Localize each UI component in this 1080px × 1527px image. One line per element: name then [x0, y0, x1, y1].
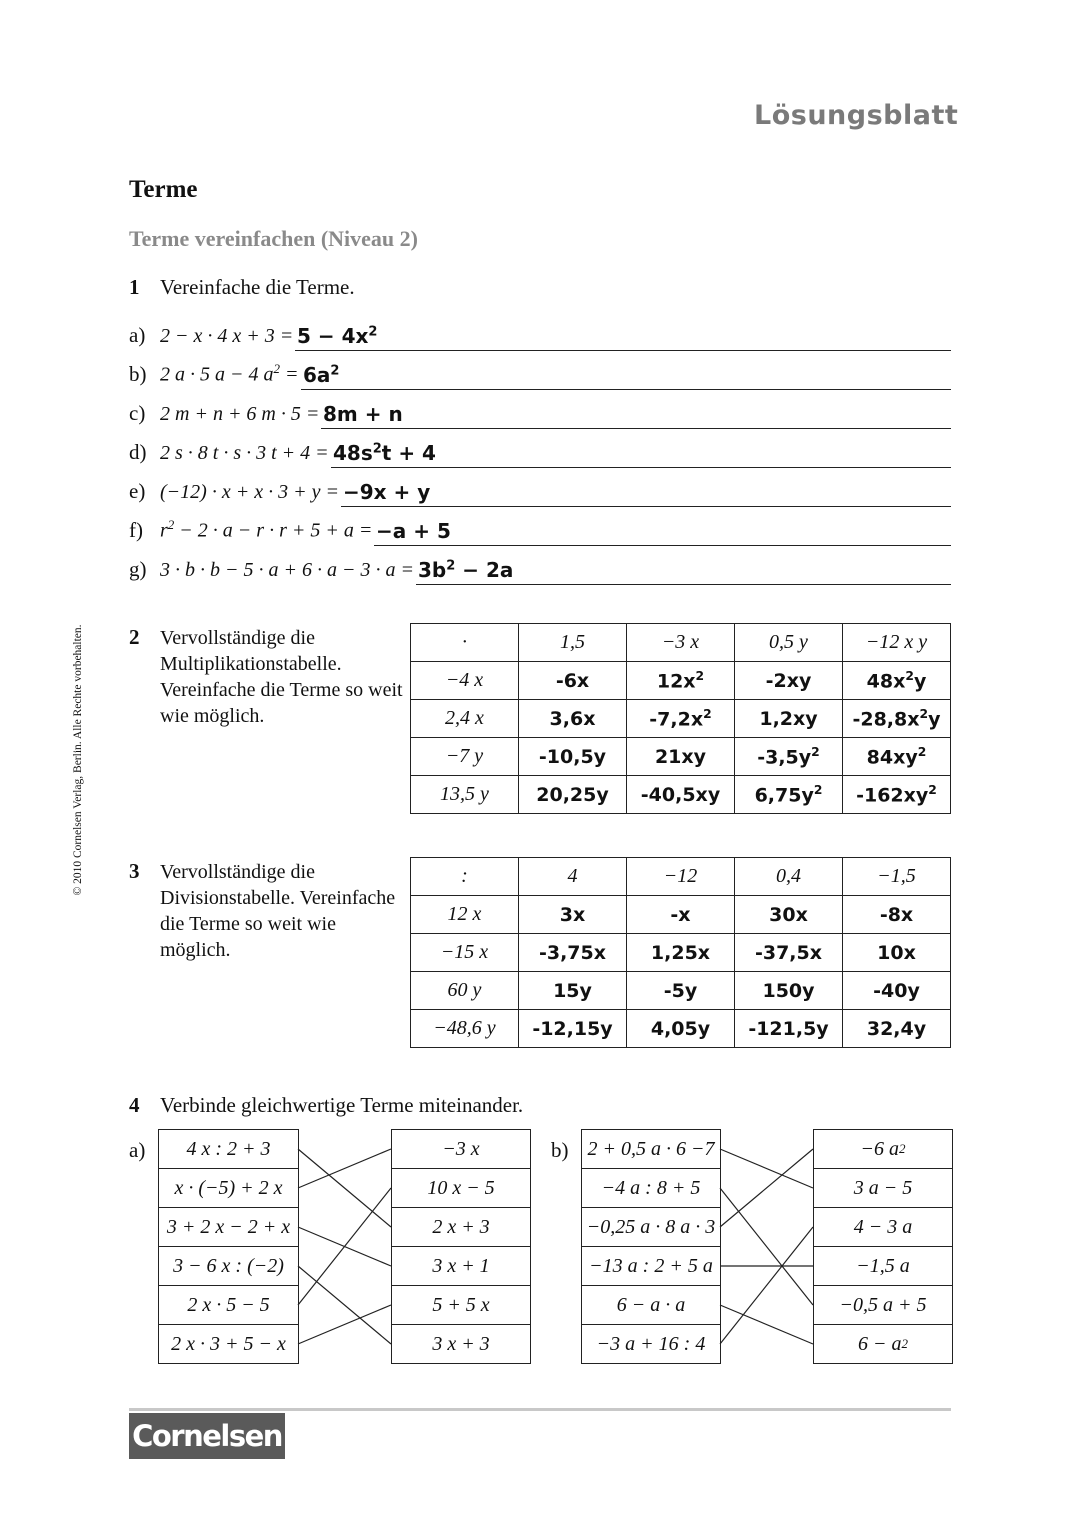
- answer-cell: 3x: [519, 896, 627, 934]
- row-header: 2,4 x: [411, 700, 519, 738]
- answer-cell: $84xy^2$: [843, 738, 951, 776]
- match-term: 2 + 0,5 a · 6 −7: [582, 1130, 720, 1169]
- row-header: −7 y: [411, 738, 519, 776]
- match-term: 4 − 3 a: [814, 1208, 952, 1247]
- connection-line: [298, 1149, 391, 1188]
- item-label: b): [129, 362, 147, 386]
- table-corner: ·: [411, 624, 519, 662]
- subtitle: Terme vereinfachen (Niveau 2): [129, 226, 418, 251]
- topic-heading: Terme: [129, 176, 198, 203]
- sheet-label: Lösungsblatt: [754, 100, 959, 131]
- part-a-label: a): [129, 1138, 146, 1162]
- match-term: 6 − a 2: [858, 1332, 908, 1355]
- row-header: 13,5 y: [411, 776, 519, 814]
- answer-cell: 15y: [519, 972, 627, 1010]
- row-header: 12 x: [411, 896, 519, 934]
- column-header: 0,4: [735, 858, 843, 896]
- match-term: −4 a : 8 + 5: [582, 1169, 720, 1208]
- task4-number: 4: [129, 1093, 140, 1117]
- item-answer: 8m + n: [323, 402, 403, 426]
- task1-instruction: Vereinfache die Terme.: [160, 275, 355, 299]
- answer-cell: $6,75y^2$: [735, 776, 843, 814]
- connection-line: [720, 1227, 813, 1344]
- column-header: −1,5: [843, 858, 951, 896]
- task1-number: 1: [129, 275, 140, 299]
- row-header: −15 x: [411, 934, 519, 972]
- task2-number: 2: [129, 625, 140, 649]
- match-term: −0,5 a + 5: [814, 1286, 952, 1325]
- column-header: −3 x: [627, 624, 735, 662]
- column-header: −12 x y: [843, 624, 951, 662]
- item-expression: $r^2 - 2 \cdot a - r \cdot r + 5 + a$ =: [160, 517, 373, 542]
- match-term: x · (−5) + 2 x: [159, 1169, 298, 1208]
- answer-cell: -5y: [627, 972, 735, 1010]
- answer-cell: -10,5y: [519, 738, 627, 776]
- connection-line: [720, 1149, 813, 1227]
- footer-divider: [129, 1408, 951, 1411]
- item-answer: −9x + y: [343, 480, 431, 504]
- answer-cell: 3,6x: [519, 700, 627, 738]
- connection-line: [298, 1149, 391, 1227]
- match-term: −3 a + 16 : 4: [596, 1332, 706, 1355]
- match-term: 3 a − 5: [814, 1169, 952, 1208]
- match-term: −3 x: [392, 1130, 530, 1169]
- row-header: 60 y: [411, 972, 519, 1010]
- item-expression: (−12) · x + x · 3 + y =: [160, 481, 339, 503]
- answer-cell: 30x: [735, 896, 843, 934]
- task4-instruction: Verbinde gleichwertige Terme miteinander.: [160, 1093, 524, 1117]
- answer-cell: 20,25y: [519, 776, 627, 814]
- answer-cell: 150y: [735, 972, 843, 1010]
- answer-cell: $-7,2x^2$: [627, 700, 735, 738]
- answer-cell: $-162xy^2$: [843, 776, 951, 814]
- match-term: −0,25 a · 8 a · 3: [582, 1208, 720, 1247]
- answer-cell: -3,75x: [519, 934, 627, 972]
- answer-cell: -x: [627, 896, 735, 934]
- answer-cell: -8x: [843, 896, 951, 934]
- answer-cell: -37,5x: [735, 934, 843, 972]
- match-term: 3 x + 3: [432, 1332, 490, 1355]
- item-label: e): [129, 479, 146, 503]
- item-expression: 2 s · 8 t · s · 3 t + 4 =: [160, 442, 329, 464]
- task2-instruction: Vervollständige die Multiplikationstabelle. Vereinfache die Terme so weit wie möglich.: [160, 627, 403, 727]
- answer-cell: 32,4y: [843, 1010, 951, 1048]
- match-term: 6 − a · a: [582, 1286, 720, 1325]
- connection-line: [720, 1305, 813, 1344]
- item-label: a): [129, 323, 146, 347]
- match-term: 3 + 2 x − 2 + x: [159, 1208, 298, 1247]
- connection-line: [298, 1188, 391, 1305]
- match-term: −13 a : 2 + 5 a: [582, 1247, 720, 1286]
- answer-cell: 1,25x: [627, 934, 735, 972]
- connection-line: [720, 1149, 813, 1188]
- match-term: 2 x + 3: [392, 1208, 530, 1247]
- answer-cell: -2xy: [735, 662, 843, 700]
- answer-cell: $-3,5y^2$: [735, 738, 843, 776]
- answer-cell: $48x^2y$: [843, 662, 951, 700]
- table-corner: :: [411, 858, 519, 896]
- task3-instruction: Vervollständige die Divisionstabelle. Vereinfache die Terme so weit wie möglich.: [160, 861, 396, 961]
- answer-cell: 1,2xy: [735, 700, 843, 738]
- match-term: 3 − 6 x : (−2): [159, 1247, 298, 1286]
- item-expression: 3 · b · b − 5 · a + 6 · a − 3 · a =: [160, 559, 414, 581]
- item-expression: 2 m + n + 6 m · 5 =: [160, 403, 320, 425]
- answer-cell: 10x: [843, 934, 951, 972]
- answer-cell: -40,5xy: [627, 776, 735, 814]
- item-label: g): [129, 557, 147, 581]
- answer-cell: $-28,8x^2y$: [843, 700, 951, 738]
- cornelsen-logo: Cornelsen: [129, 1413, 285, 1459]
- answer-cell: -40y: [843, 972, 951, 1010]
- connection-line: [720, 1188, 813, 1305]
- task3-number: 3: [129, 859, 140, 883]
- column-header: −12: [627, 858, 735, 896]
- copyright-note: © 2010 Cornelsen Verlag, Berlin. Alle Rechte vorbehalten.: [72, 624, 84, 896]
- row-header: −4 x: [411, 662, 519, 700]
- item-label: f): [129, 518, 143, 542]
- match-term: −6 a 2: [814, 1130, 952, 1169]
- match-term: 2 x · 5 − 5: [159, 1286, 298, 1325]
- item-expression: 2 − x · 4 x + 3 =: [160, 325, 294, 347]
- item-label: c): [129, 401, 146, 425]
- column-header: 1,5: [519, 624, 627, 662]
- row-header: −48,6 y: [411, 1010, 519, 1048]
- match-term: 4 x : 2 + 3: [159, 1130, 298, 1169]
- answer-cell: 4,05y: [627, 1010, 735, 1048]
- item-answer: $48s^2t + 4$: [333, 441, 436, 465]
- column-header: 0,5 y: [735, 624, 843, 662]
- answer-cell: -6x: [519, 662, 627, 700]
- item-answer: $5 - 4x^2$: [297, 324, 378, 348]
- match-term: 2 x · 3 + 5 − x: [171, 1332, 286, 1355]
- answer-cell: -12,15y: [519, 1010, 627, 1048]
- answer-cell: $12x^2$: [627, 662, 735, 700]
- item-answer: $3b^2 - 2a$: [418, 558, 514, 582]
- column-header: 4: [519, 858, 627, 896]
- match-term: −1,5 a: [814, 1247, 952, 1286]
- item-answer: $6a^2$: [303, 363, 340, 387]
- match-term: 3 x + 1: [392, 1247, 530, 1286]
- item-answer: −a + 5: [376, 519, 451, 543]
- part-b-label: b): [551, 1138, 569, 1162]
- answer-cell: -121,5y: [735, 1010, 843, 1048]
- connection-line: [298, 1305, 391, 1344]
- match-term: 10 x − 5: [392, 1169, 530, 1208]
- connection-line: [298, 1266, 391, 1344]
- match-term: 5 + 5 x: [392, 1286, 530, 1325]
- item-expression: 2 a · 5 a − 4 $a^2$ =: [160, 361, 299, 386]
- answer-cell: 21xy: [627, 738, 735, 776]
- item-label: d): [129, 440, 147, 464]
